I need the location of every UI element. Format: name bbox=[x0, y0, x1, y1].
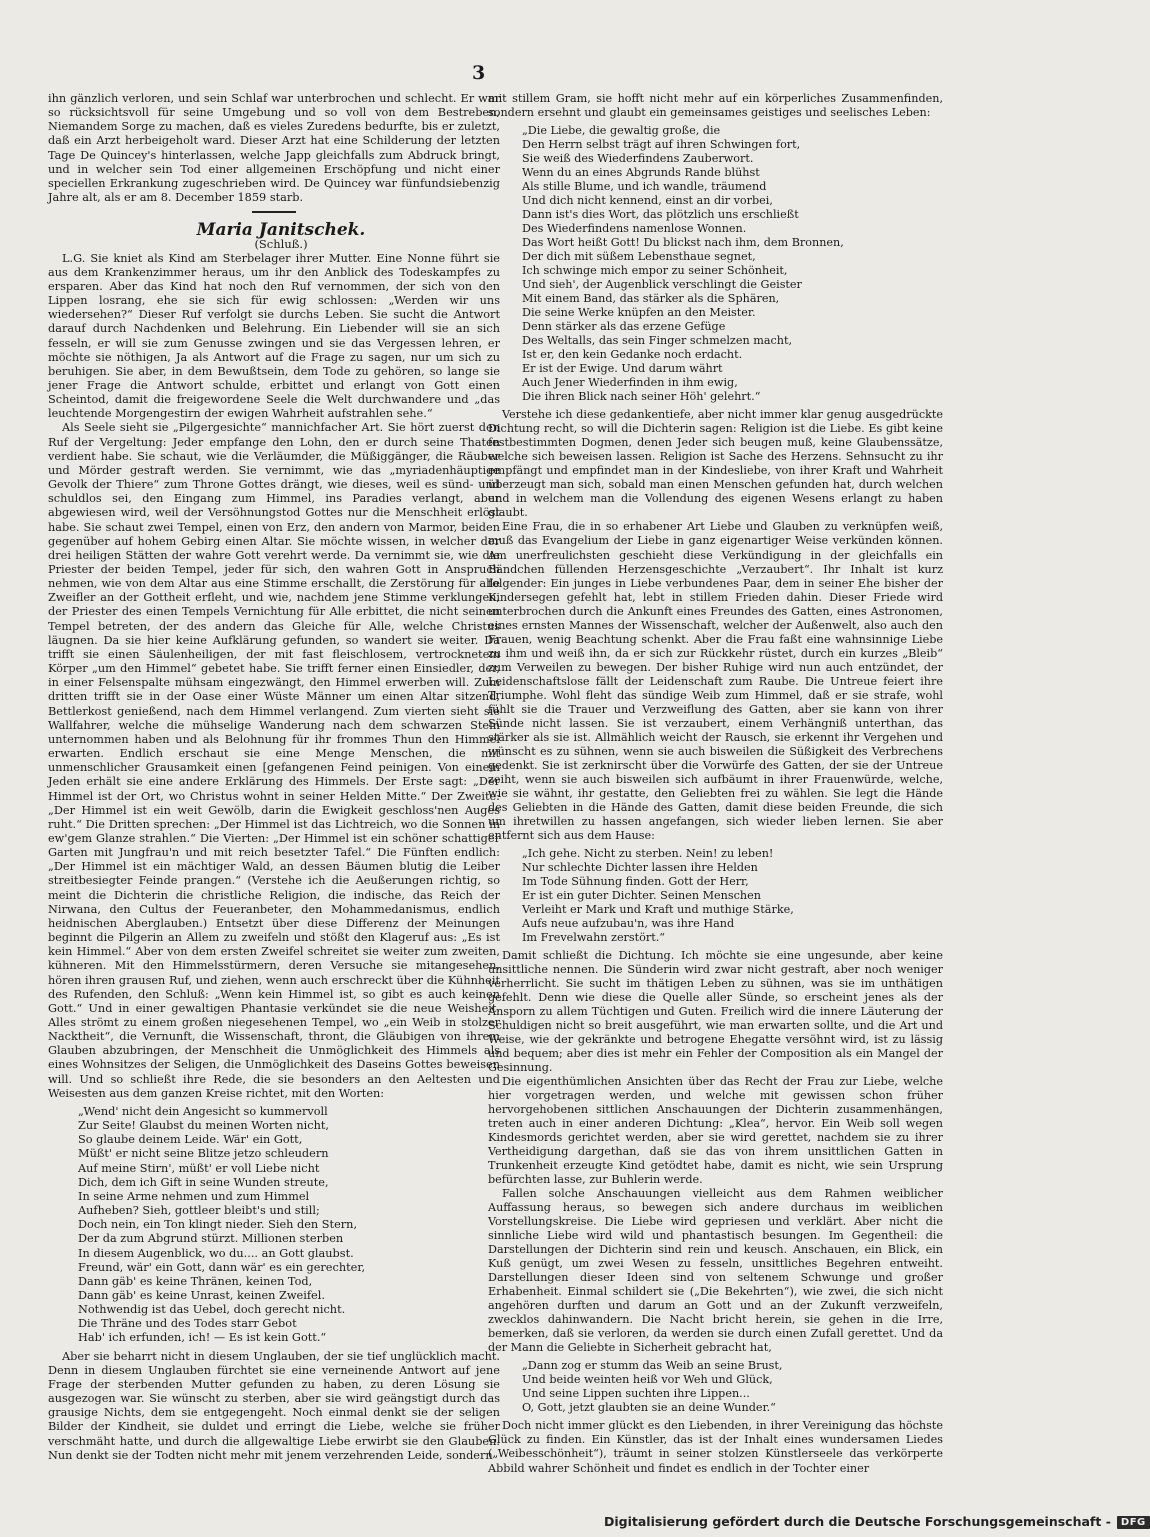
section-divider bbox=[252, 211, 296, 213]
poem-line: Dich, dem ich Gift in seine Wunden streute, bbox=[78, 1175, 329, 1189]
intro-paragraph: ihn gänzlich verloren, und sein Schlaf war unterbrochen und schlecht. Er war so rücksichtsvoll für seine Umgebung und so voll von dem Bestreben, Niemandem Sorge zu machen, daß es vieles Zuredens bedurfte, bis er zuletzt, daß ein Arzt herbeigeholt ward. Dieser Arzt hat eine Schilderung der letzten Tage De Quincey's hinterlassen, welche Japp gleichfalls zum Abdruck bringt, und in welcher sein Tod einer allgemeinen Erschöpfung und nicht einer speciellen Erkrankung zugeschrieben wird. De Quincey war fünfundsiebenzig Jahre alt, als er am 8. December 1859 starb. bbox=[48, 92, 500, 205]
poem-line: Die ihren Blick nach seiner Höh' gelehrt.“ bbox=[522, 390, 761, 404]
poem-line: Auch Jener Wiederfinden in ihm ewig, bbox=[522, 376, 738, 390]
page-number: 3 bbox=[472, 62, 486, 84]
poem-line: So glaube deinem Leide. Wär' ein Gott, bbox=[78, 1133, 303, 1147]
poem-line: Auf meine Stirn', müßt' er voll Liebe nicht bbox=[78, 1161, 320, 1175]
poem-block bbox=[522, 847, 943, 945]
poem-line: Im Tode Sühnung finden. Gott der Herr, bbox=[522, 874, 749, 888]
poem-line: Der da zum Abgrund stürzt. Millionen sterben bbox=[78, 1232, 344, 1246]
poem-line: In diesem Augenblick, wo du.... an Gott glaubst. bbox=[78, 1246, 354, 1260]
poem-line: Hab' ich erfunden, ich! — Es ist kein Gott.“ bbox=[78, 1331, 327, 1345]
poem-line: Und sieh', der Augenblick verschlingt die Geister bbox=[522, 278, 802, 292]
article-paragraph: Doch nicht immer glückt es den Liebenden, in ihrer Vereinigung das höchste Glück zu finden. Ein Künstler, das ist der Inhalt eines wundersamen Liedes („Weibesschönheit“), träumt in seiner stolzen Künstlerseele das verkörperte Abbild wahrer Schönheit und findet es endlich in der Tochter einer bbox=[488, 1419, 943, 1475]
poem-line: Doch nein, ein Ton klingt nieder. Sieh den Stern, bbox=[78, 1218, 358, 1232]
poem-line: Die Thräne und des Todes starr Gebot bbox=[78, 1317, 297, 1331]
poem-line: „Die Liebe, die gewaltig große, die bbox=[522, 124, 721, 138]
article-subheading: (Schluß.) bbox=[254, 237, 308, 252]
poem-line: Des Wiederfindens namenlose Wonnen. bbox=[522, 222, 747, 236]
poem-line: Aufheben? Sieh, gottleer bleibt's und still; bbox=[78, 1204, 320, 1218]
poem-line: Mit einem Band, das stärker als die Sphären, bbox=[522, 292, 780, 306]
poem-line: Und seine Lippen suchten ihre Lippen... bbox=[522, 1387, 750, 1401]
right-column bbox=[488, 92, 943, 1476]
article-paragraph: Die eigenthümlichen Ansichten über das Recht der Frau zur Liebe, welche hier vorgetragen werden, und welche mit gewissen schon früher hervorgehobenen sittlichen Anschauungen der Dichterin zusammenhängen, treten auch in einer anderen Dichtung: „Klea“, hervor. Ein Weib soll wegen Kindesmords gerichtet werden, aber sie wird gerettet, nachdem sie zu ihrer Vertheidigung dargethan, daß sie das von ihrem unsittlichen Gatten in Trunkenheit erzeugte Kind getödtet habe, damit es nicht, wie sein Ursprung befürchten lasse, zur Buhlerin werde. bbox=[488, 1075, 943, 1187]
poem-line: Ist er, den kein Gedanke noch erdacht. bbox=[522, 348, 743, 362]
article-paragraph: mit stillem Gram, sie hofft nicht mehr auf ein körperliches Zusammenfinden, sondern ersehnt und glaubt ein gemeinsames geistiges und seelisches Leben: bbox=[488, 92, 943, 120]
poem-block bbox=[522, 1359, 943, 1415]
poem-line: Zur Seite! Glaubst du meinen Worten nicht, bbox=[78, 1119, 330, 1133]
poem-line: Müßt' er nicht seine Blitze jetzo schleudern bbox=[78, 1147, 329, 1161]
poem-line: Verleiht er Mark und Kraft und muthige Stärke, bbox=[522, 902, 794, 916]
poem-line: Aufs neue aufzubau'n, was ihre Hand bbox=[522, 916, 735, 930]
poem-line: „Dann zog er stumm das Weib an seine Brust, bbox=[522, 1359, 783, 1373]
poem-line: Die seine Werke knüpfen an den Meister. bbox=[522, 306, 756, 320]
poem-block bbox=[78, 1105, 500, 1346]
article-paragraph: Fallen solche Anschauungen vielleicht aus dem Rahmen weiblicher Auffassung heraus, so bewegen sich andere durchaus im weiblichen Vorstellungskreise. Die Liebe wird gepriesen und verklärt. Aber nicht die sinnliche Liebe wird wild und phantastisch besungen. Im Gegentheil: die Darstellungen der Dichterin sind rein und keusch. Anschauen, ein Blick, ein Kuß genügt, um zwei Wesen zu fesseln, unsittliches Begehren entweiht. Darstellungen dieser Ideen sind von seltenem Schwunge und großer Erhabenheit. Einmal schildert sie („Die Bekehrten“), wie zwei, die sich nicht angehören durften und darum an Gott und an der Zukunft verzweifeln, zwecklos dahinwandern. Die Nacht bricht herein, sie gehen in die Irre, bemerken, daß sie verloren, da werden sie durch einen Zufall gerettet. Und da der Mann die Geliebte in Sicherheit gebracht hat, bbox=[488, 1187, 943, 1355]
poem-line: Nothwendig ist das Uebel, doch gerecht nicht. bbox=[78, 1303, 346, 1317]
poem-line: Sie weiß des Wiederfindens Zauberwort. bbox=[522, 152, 754, 166]
poem-block bbox=[522, 124, 943, 404]
poem-line: Nur schlechte Dichter lassen ihre Helden bbox=[522, 860, 758, 874]
poem-line: Er ist ein guter Dichter. Seinen Menschen bbox=[522, 888, 761, 902]
article-paragraph: Verstehe ich diese gedankentiefe, aber nicht immer klar genug ausgedrückte Dichtung recht, so will die Dichterin sagen: Religion ist die Liebe. Es gibt keine festbestimmten Dogmen, denen Jeder sich beugen muß, keine Glaubenssätze, welche sich beweisen lassen. Religion ist Sache des Herzens. Sehnsucht zu ihr empfängt und empfindet man in der Kindesliebe, von ihrer Kraft und Wahrheit überzeugt man sich, sobald man einen Menschen gefunden hat, durch welchen und in welchem man die Vollendung des eigenen Wesens erlangt zu haben glaubt. bbox=[488, 408, 943, 520]
poem-line: Er ist der Ewige. Und darum währt bbox=[522, 362, 723, 376]
article-paragraph: L.G. Sie kniet als Kind am Sterbelager ihrer Mutter. Eine Nonne führt sie aus dem Krankenzimmer heraus, um ihr den Anblick des Todeskampfes zu ersparen. Aber das Kind hat noch den Ruf vernommen, der sich von den Lippen losrang, ehe sie sich für ewig schlossen: „Werden wir uns wiedersehen?“ Dieser Ruf verfolgt sie durchs Leben. Sie sucht die Antwort darauf durch Nachdenken und Belehrung. Ein Liebender will sie an sich fesseln, er will sie zum Genusse zwingen und sie das Vergessen lehren, er möchte sie nöthigen, Ja als Antwort auf die Frage zu sagen, nur um sich zu beruhigen. Sie aber, in dem Bewußtsein, dem Tode zu gehören, so lange sie jener Frage die Antwort schulde, erbittet und erlangt von Gott einen Scheintod, damit die freigewordene Seele die Welt durchwandere und „das leuchtende Morgengestirn der ewigen Wahrheit aufstrahlen sehe.“ bbox=[48, 251, 500, 421]
poem-line: Dann ist's dies Wort, das plötzlich uns erschließt bbox=[522, 208, 799, 222]
poem-line: „Ich gehe. Nicht zu sterben. Nein! zu leben! bbox=[522, 846, 774, 860]
dfg-logo: DFG bbox=[1117, 1516, 1150, 1529]
article-paragraph: Damit schließt die Dichtung. Ich möchte sie eine ungesunde, aber keine unsittliche nennen. Die Sünderin wird zwar nicht gestraft, aber noch weniger verherrlicht. Sie sucht im thätigen Leben zu sühnen, was sie im unthätigen gefehlt. Denn wie diese die Quelle aller Sünde, so erscheint jenes als der Ansporn zu allem Tüchtigen und Guten. Freilich wird die innere Läuterung der Schuldigen nicht so breit ausgeführt, wie man erwarten sollte, und die Art und Weise, wie der gekränkte und betrogene Ehegatte versöhnt wird, ist zu lässig und bequem; aber dies ist mehr ein Fehler der Composition als ein Mangel der Gesinnung. bbox=[488, 948, 943, 1075]
article-paragraph: Aber sie beharrt nicht in diesem Unglauben, der sie tief unglücklich macht. Denn in diesem Unglauben fürchtet sie eine verneinende Antwort auf jene Frage der sterbenden Mutter gefunden zu haben, zu deren Lösung sie ausgezogen war. Sie wünscht zu sterben, aber sie wird geängstigt durch das grausige Nichts, dem sie entgegengeht. Noch einmal denkt sie der seligen Bilder der Kindheit, sie duldet und erringt die Liebe, welche sie früher verschmäht hatte, und durch die allgewaltige Liebe erwirbt sie den Glauben. Nun denkt sie der Todten nicht mehr mit jenem verzehrenden Leide, sondern bbox=[48, 1349, 500, 1462]
article-heading: Maria Janitschek. bbox=[196, 220, 366, 241]
poem-line: Freund, wär' ein Gott, dann wär' es ein gerechter, bbox=[78, 1260, 366, 1274]
poem-line: Der dich mit süßem Lebensthaue segnet, bbox=[522, 250, 756, 264]
poem-line: Dann gäb' es keine Thränen, keinen Tod, bbox=[78, 1274, 313, 1288]
left-column bbox=[48, 92, 500, 1463]
poem-line: Als stille Blume, und ich wandle, träumend bbox=[522, 180, 767, 194]
poem-line: Des Weltalls, das sein Finger schmelzen macht, bbox=[522, 334, 793, 348]
poem-line: Ich schwinge mich empor zu seiner Schönheit, bbox=[522, 264, 788, 278]
poem-line: In seine Arme nehmen und zum Himmel bbox=[78, 1189, 310, 1203]
poem-line: O, Gott, jetzt glaubten sie an deine Wunder.“ bbox=[522, 1401, 776, 1415]
poem-line: Und beide weinten heiß vor Weh und Glück, bbox=[522, 1373, 773, 1387]
poem-line: Dann gäb' es keine Unrast, keinen Zweifel. bbox=[78, 1288, 325, 1302]
poem-line: Den Herrn selbst trägt auf ihren Schwingen fort, bbox=[522, 138, 801, 152]
digitization-footer bbox=[604, 1514, 1150, 1529]
article-paragraph: Als Seele sieht sie „Pilgergesichte“ mannichfacher Art. Sie hört zuerst den Ruf der Vergeltung: Jeder empfange den Lohn, den er durch seine Thaten verdient habe. Sie schaut, wie die Verläumder, die Müßiggänger, die Räuber und Mörder gestraft werden. Sie vernimmt, wie das „myriadenhäuptige Gevolk der Thiere“ zum Throne Gottes drängt, wie dieses, weil es sünd- und schuldlos sei, den Eingang zum Himmel, ins Paradies verlangt, aber abgewiesen wird, weil der Versöhnungstod Gottes nur die Menschheit erlöst habe. Sie schaut zwei Tempel, einen von Erz, den andern von Marmor, beiden gegenüber auf hohem Gebirg einen Altar. Sie möchte wissen, in welcher der drei heiligen Stätten der wahre Gott verehrt werde. Da vernimmt sie, wie die Priester der beiden Tempel, jeder für sich, den wahren Gott in Anspruch nehmen, wie von dem Altar aus eine Stimme erschallt, die Zerstörung für alle Zweifler an der Gottheit erfleht, und wie, nachdem jene Stimme verklungen, der Priester des einen Tempels Vernichtung für Alle erbittet, die nicht seinen Tempel betreten, der des andern das Gleiche für Alle, welche Christus läugnen. Da sie hier keine Aufklärung gefunden, so wandert sie weiter. Da trifft sie einen Säulenheiligen, der mit fast fleischlosem, vertrocknetem Körper „um den Himmel“ gebetet habe. Sie trifft ferner einen Einsiedler, der, in einer Felsenspalte mühsam eingezwängt, den Himmel erwerben will. Zum dritten trifft sie in der Oase einer Wüste Männer um einen Altar sitzend, Bettlerkost genießend, nach dem Himmel verlangend. Zum vierten sieht sie Wallfahrer, welche die mühselige Wanderung nach dem schwarzen Stein unternommen haben und als Belohnung für ihr frommes Thun den Himmel erwarten. Endlich erschaut sie eine Menge Menschen, die mit unmenschlicher Grausamkeit einen [gefangenen Feind peinigen. Von einem Jeden erhält sie eine andere Erklärung des Himmels. Der Erste sagt: „Der Himmel ist der Ort, wo Christus wohnt in seiner Helden Mitte.“ Der Zweite: „Der Himmel ist ein weit Gewölb, darin die Ewigkeit geschloss'nen Auges ruht.“ Die Dritten sprechen: „Der Himmel ist das Lichtreich, wo die Sonnen in ew'gem Glanze strahlen.“ Die Vierten: „Der Himmel ist ein schöner schattiger Garten mit Jungfrau'n und mit reich besetzter Tafel.“ Die Fünften endlich: „Der Himmel ist ein mächtiger Wald, an dessen Bäumen blutig die Leiber streitbesiegter Feinde prangen.“ (Verstehe ich die Aeußerungen richtig, so meint die Dichterin die christliche Religion, die indische, das Reich der Nirwana, den Cultus der Feueranbeter, den Mohammedanismus, endlich heidnischen Aberglauben.) Entsetzt über diese Differenz der Meinungen beginnt die Pilgerin an Allem zu zweifeln und stößt den Klageruf aus: „Es ist kein Himmel.“ Aber von dem ersten Zweifel schreitet sie weiter zum zweiten, kühneren. Mit den Himmelsstürmern, deren Versuche sie mitangesehen, hören ihren grausen Ruf, und ziehen, wenn auch erschreckt über die Kühnheit des Rufenden, den Schluß: „Wenn kein Himmel ist, so gibt es auch keinen Gott.“ Und in einer gewaltigen Phantasie verkündet sie die neue Weisheit. Alles strömt zu einem großen niegesehenen Tempel, wo „ein Weib in stolzer Nacktheit“, die Vernunft, die Wissenschaft, thront, die Gläubigen von ihrem Glauben abzubringen, der Menschheit die Unmöglichkeit des Himmels als eines Wohnsitzes der Seligen, die Unmöglichkeit des Daseins Gottes beweisen will. Und so schließt ihre Rede, die sie besonders an den Aeltesten und Weisesten aus dem ganzen Kreise richtet, mit den Worten: bbox=[48, 421, 500, 1100]
poem-line: Denn stärker als das erzene Gefüge bbox=[522, 320, 726, 334]
poem-line: Das Wort heißt Gott! Du blickst nach ihm, dem Bronnen, bbox=[522, 236, 844, 250]
article-paragraph: Eine Frau, die in so erhabener Art Liebe und Glauben zu verknüpfen weiß, muß das Evangelium der Liebe in ganz eigenartiger Weise verkünden können. Am unerfreulichsten geschieht diese Verkündigung in der gleichfalls ein Bändchen füllenden Herzensgeschichte „Verzaubert“. Ihr Inhalt ist kurz folgender: Ein junges in Liebe verbundenes Paar, dem in seiner Ehe bisher der Kindersegen gefehlt hat, lebt in stillem Frieden dahin. Dieser Friede wird unterbrochen durch die Ankunft eines Freundes des Gatten, eines Astronomen, eines ernsten Mannes der Wissenschaft, welcher der Außenwelt, also auch den Frauen, wenig Beachtung schenkt. Aber die Frau faßt eine wahnsinnige Liebe zu ihm und weiß ihn, da er sich zur Rückkehr rüstet, durch ein kurzes „Bleib“ zum Verweilen zu bewegen. Der bisher Ruhige wird nun auch entzündet, der Leidenschaftslose fällt der Leidenschaft zum Raube. Die Untreue feiert ihre Triumphe. Wohl fleht das sündige Weib zum Himmel, daß er sie strafe, wohl fühlt sie die Trauer und Verzweiflung des Gatten, aber sie kann von ihrer Sünde nicht lassen. Sie ist verzaubert, einem Verhängniß unterthan, das stärker als sie ist. Allmählich weicht der Rausch, sie erkennt ihr Vergehen und wünscht es zu sühnen, wenn sie auch bisweilen die Süßigkeit des Verbrechens gedenkt. Sie ist zerknirscht über die Vorwürfe des Gatten, der sie der Untreue zeiht, wenn sie auch bisweilen sich aufbäumt in ihrer Frauenwürde, welche, wie sie wähnt, ihr gestatte, den Geliebten frei zu wählen. Sie legt die Hände des Geliebten in die Hände des Gatten, damit diese beiden Freunde, die sich um ihretwillen zu hassen angefangen, sich wieder lieben lernen. Sie aber entfernt sich aus dem Hause: bbox=[488, 520, 943, 842]
footer-text: Digitalisierung gefördert durch die Deutsche Forschungsgemeinschaft - bbox=[604, 1514, 1111, 1529]
poem-line: „Wend' nicht dein Angesicht so kummervoll bbox=[78, 1104, 328, 1118]
poem-line: Und dich nicht kennend, einst an dir vorbei, bbox=[522, 194, 773, 208]
poem-line: Im Frevelwahn zerstört.“ bbox=[522, 930, 666, 944]
poem-line: Wenn du an eines Abgrunds Rande blühst bbox=[522, 166, 760, 180]
